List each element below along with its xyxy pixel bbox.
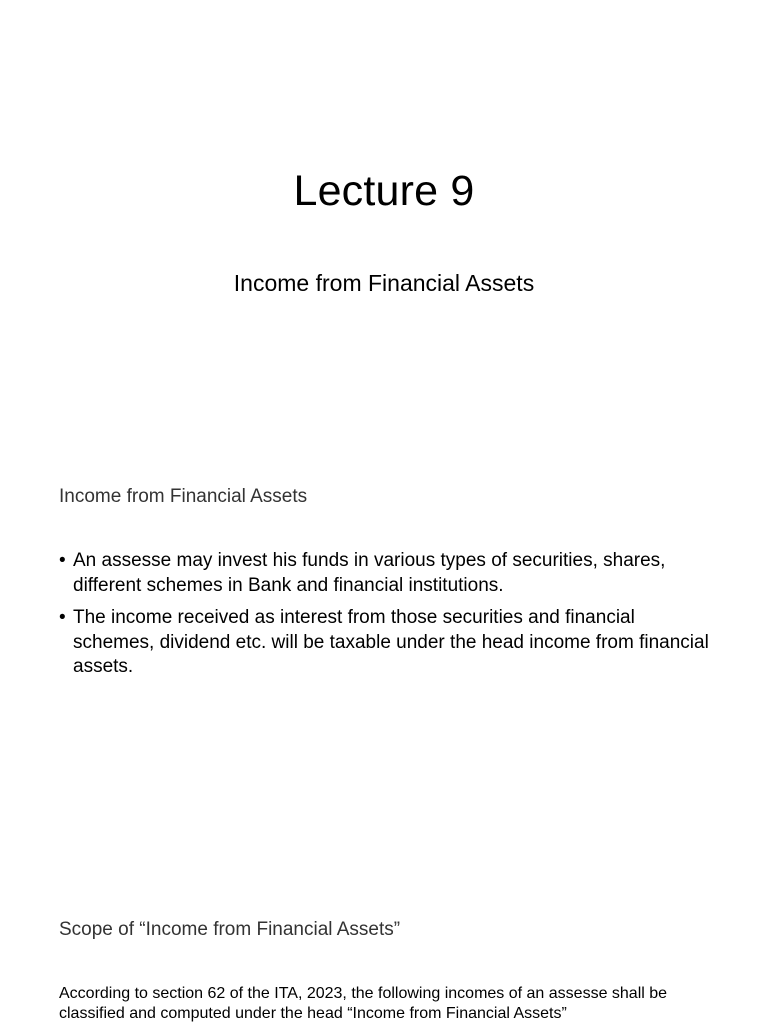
slide-income-overview — [0, 440, 768, 880]
body-paragraph: According to section 62 of the ITA, 2023, the following incomes of an assesse shall be classified and computed under the head “Income from Financial Assets” — [59, 985, 668, 1022]
bullet-item — [59, 549, 719, 598]
bullet-text: An assesse may invest his funds in various types of securities, shares, different schemes in Bank and financial institutions. — [73, 550, 666, 596]
bullet-list — [59, 549, 719, 688]
slide-scope — [0, 880, 768, 1024]
section-heading: Income from Financial Assets — [59, 486, 308, 507]
slide-title — [0, 0, 768, 440]
bullet-item — [59, 606, 719, 680]
bullet-dot-icon: • — [59, 607, 66, 628]
section-heading: Scope of “Income from Financial Assets” — [59, 919, 401, 940]
lecture-title: Lecture 9 — [293, 167, 475, 215]
bullet-text: The income received as interest from those securities and financial schemes, dividend etc. will be taxable under the head income from financial assets. — [73, 607, 709, 677]
bullet-dot-icon: • — [59, 550, 66, 571]
lecture-subtitle: Income from Financial Assets — [233, 270, 535, 296]
